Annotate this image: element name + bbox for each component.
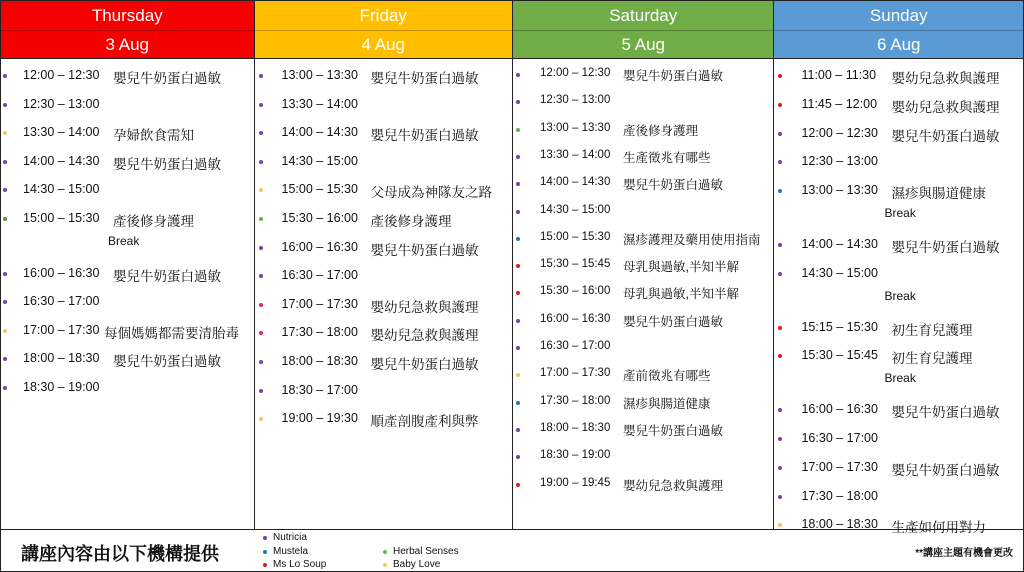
session-row bbox=[255, 66, 513, 86]
session-row bbox=[1, 66, 254, 86]
provider-dot bbox=[3, 74, 7, 78]
session-row bbox=[1, 180, 254, 200]
session-time: 13:30 – 14:00 bbox=[540, 148, 611, 161]
session-time: 14:00 – 14:30 bbox=[281, 125, 358, 140]
session-title: 嬰兒牛奶蛋白過敏 bbox=[370, 242, 479, 258]
day-name-header: Saturday bbox=[513, 1, 773, 30]
session-title: 產前徵兆有哪些 bbox=[623, 369, 711, 384]
session-time: 19:00 – 19:30 bbox=[281, 411, 358, 426]
session-row bbox=[513, 229, 773, 249]
session-time: 11:45 – 12:00 bbox=[801, 96, 878, 111]
session-row bbox=[513, 120, 773, 140]
provider-dot bbox=[259, 103, 263, 107]
provider-dot bbox=[516, 237, 520, 241]
provider-dot bbox=[259, 274, 263, 278]
provider-dot bbox=[778, 189, 782, 193]
session-time: 16:00 – 16:30 bbox=[801, 402, 878, 417]
date-header: 3 Aug bbox=[1, 30, 254, 59]
session-time: 12:00 – 12:30 bbox=[540, 67, 611, 79]
session-time: 18:00 – 18:30 bbox=[540, 421, 611, 434]
session-time: 13:30 – 14:00 bbox=[23, 125, 100, 140]
provider-dot bbox=[259, 160, 263, 164]
session-row bbox=[513, 256, 773, 276]
sponsor-item bbox=[273, 532, 307, 543]
session-title: 嬰兒牛奶蛋白過敏 bbox=[891, 405, 1000, 421]
session-title: 嬰兒牛奶蛋白過敏 bbox=[891, 128, 1000, 144]
break-label: Break bbox=[884, 206, 916, 220]
provider-dot bbox=[778, 354, 782, 358]
session-title: 母乳與過敏,半知半解 bbox=[623, 287, 739, 302]
day-column-saturday bbox=[513, 1, 774, 530]
provider-dot bbox=[778, 74, 782, 78]
sponsor-name: Ms Lo Soup bbox=[273, 559, 327, 570]
provider-dot bbox=[516, 373, 520, 377]
session-row bbox=[774, 400, 1023, 420]
session-time: 17:00 – 17:30 bbox=[801, 459, 878, 474]
session-title: 嬰兒牛奶蛋白過敏 bbox=[113, 156, 221, 172]
session-row bbox=[774, 181, 1023, 201]
break-row bbox=[1, 233, 254, 258]
session-title: 嬰兒牛奶蛋白過敏 bbox=[370, 128, 479, 144]
session-time: 16:30 – 17:00 bbox=[281, 268, 358, 283]
session-time: 11:00 – 11:30 bbox=[801, 68, 877, 82]
sponsor-name: Mustela bbox=[273, 546, 309, 557]
provider-dot bbox=[3, 217, 7, 221]
session-title: 順產剖腹產利與弊 bbox=[370, 414, 479, 430]
session-time: 13:00 – 13:30 bbox=[801, 183, 878, 198]
session-time: 15:30 – 16:00 bbox=[540, 285, 611, 298]
session-row bbox=[774, 429, 1023, 449]
session-row bbox=[255, 123, 513, 143]
session-row bbox=[1, 321, 254, 341]
session-row bbox=[1, 123, 254, 143]
session-time: 18:00 – 18:30 bbox=[801, 517, 878, 532]
session-row bbox=[774, 152, 1023, 172]
sponsor-item bbox=[393, 546, 459, 557]
provider-dot bbox=[778, 103, 782, 107]
session-title: 嬰幼兒急救與護理 bbox=[623, 478, 724, 493]
provider-dot bbox=[778, 326, 782, 330]
provider-dot bbox=[259, 131, 263, 135]
date-header: 5 Aug bbox=[513, 30, 773, 59]
provider-dot bbox=[259, 389, 263, 393]
provider-dot bbox=[3, 188, 7, 192]
session-time: 18:30 – 17:00 bbox=[281, 382, 358, 397]
session-row bbox=[774, 66, 1023, 86]
session-row bbox=[255, 152, 513, 172]
sponsors-heading: 講座內容由以下機構提供 bbox=[21, 544, 219, 564]
session-time: 14:00 – 14:30 bbox=[801, 237, 878, 251]
session-time: 19:00 – 19:45 bbox=[540, 476, 611, 489]
session-title: 濕疹護理及藥用使用指南 bbox=[623, 232, 761, 247]
provider-dot bbox=[516, 455, 520, 459]
session-row bbox=[513, 147, 773, 167]
provider-dot bbox=[516, 319, 520, 323]
day-name-header: Friday bbox=[255, 1, 513, 30]
provider-dot bbox=[516, 346, 520, 350]
provider-dot bbox=[259, 303, 263, 307]
session-time: 14:30 – 15:00 bbox=[801, 265, 878, 280]
provider-dot bbox=[3, 357, 7, 361]
session-time: 17:00 – 17:30 bbox=[540, 367, 611, 380]
session-row bbox=[513, 420, 773, 440]
session-row bbox=[513, 365, 773, 385]
session-time: 15:30 – 16:00 bbox=[281, 211, 358, 225]
provider-dot bbox=[778, 523, 782, 527]
provider-dot bbox=[516, 428, 520, 432]
session-row bbox=[1, 264, 254, 284]
provider-dot bbox=[3, 386, 7, 390]
break-row bbox=[774, 371, 1023, 395]
break-label: Break bbox=[884, 288, 916, 303]
session-time: 16:00 – 16:30 bbox=[281, 239, 358, 254]
provider-dot bbox=[259, 331, 263, 335]
session-row bbox=[255, 323, 513, 343]
session-time: 18:00 – 18:30 bbox=[281, 354, 358, 368]
session-row bbox=[774, 487, 1023, 507]
session-time: 13:00 – 13:30 bbox=[281, 68, 358, 82]
sponsor-color-dot bbox=[263, 550, 267, 554]
provider-dot bbox=[778, 272, 782, 276]
session-list bbox=[513, 59, 773, 529]
session-time: 17:00 – 17:30 bbox=[23, 322, 100, 337]
sponsor-name: Baby Love bbox=[393, 559, 441, 570]
session-row bbox=[1, 209, 254, 229]
break-row bbox=[774, 206, 1023, 230]
session-title: 生產徵兆有哪些 bbox=[623, 150, 711, 165]
day-column-friday bbox=[255, 1, 514, 530]
day-name-header: Sunday bbox=[774, 1, 1023, 30]
session-time: 18:30 – 19:00 bbox=[23, 380, 100, 394]
provider-dot bbox=[516, 128, 520, 132]
session-row bbox=[513, 283, 773, 303]
session-title: 生產如何用對力 bbox=[891, 520, 986, 536]
session-time: 14:30 – 15:00 bbox=[281, 153, 358, 168]
provider-dot bbox=[516, 73, 520, 77]
session-row bbox=[1, 292, 254, 312]
sponsor-color-dot bbox=[263, 563, 267, 567]
provider-dot bbox=[259, 188, 263, 192]
session-row bbox=[774, 264, 1023, 284]
session-title: 嬰兒牛奶蛋白過敏 bbox=[113, 71, 221, 86]
provider-dot bbox=[778, 132, 782, 136]
session-time: 16:00 – 16:30 bbox=[540, 312, 611, 325]
session-row bbox=[1, 349, 254, 369]
provider-dot bbox=[778, 495, 782, 499]
session-time: 12:30 – 13:00 bbox=[801, 154, 878, 169]
provider-dot bbox=[516, 401, 520, 405]
session-row bbox=[513, 338, 773, 358]
date-header: 4 Aug bbox=[255, 30, 513, 59]
sponsor-item bbox=[273, 559, 326, 570]
session-time: 13:00 – 13:30 bbox=[540, 121, 611, 134]
sponsor-color-dot bbox=[383, 550, 387, 554]
session-time: 12:30 – 13:00 bbox=[23, 96, 100, 111]
session-time: 16:00 – 16:30 bbox=[23, 265, 100, 280]
session-time: 17:30 – 18:00 bbox=[540, 394, 611, 407]
session-time: 14:30 – 15:00 bbox=[23, 182, 100, 197]
provider-dot bbox=[3, 160, 7, 164]
provider-dot bbox=[516, 483, 520, 487]
provider-dot bbox=[778, 243, 782, 247]
session-row bbox=[513, 447, 773, 467]
session-row bbox=[1, 95, 254, 115]
session-title: 嬰幼兒急救與護理 bbox=[370, 299, 479, 315]
session-list bbox=[255, 59, 513, 529]
provider-dot bbox=[778, 160, 782, 164]
session-row bbox=[255, 180, 513, 200]
footer bbox=[0, 529, 1024, 572]
provider-dot bbox=[259, 217, 263, 221]
session-row bbox=[774, 318, 1023, 338]
session-time: 16:30 – 17:00 bbox=[540, 340, 611, 352]
provider-dot bbox=[3, 103, 7, 107]
provider-dot bbox=[516, 291, 520, 295]
provider-dot bbox=[778, 437, 782, 441]
session-time: 18:30 – 19:00 bbox=[540, 449, 611, 462]
provider-dot bbox=[3, 272, 7, 276]
session-time: 13:30 – 14:00 bbox=[281, 96, 358, 111]
session-title: 嬰兒牛奶蛋白過敏 bbox=[370, 71, 479, 86]
session-title: 濕疹與腸道健康 bbox=[891, 186, 986, 202]
session-time: 16:30 – 17:00 bbox=[23, 294, 100, 309]
provider-dot bbox=[778, 466, 782, 470]
provider-dot bbox=[259, 417, 263, 421]
session-row bbox=[255, 409, 513, 429]
sponsor-item bbox=[393, 559, 440, 570]
provider-dot bbox=[516, 210, 520, 214]
session-row bbox=[513, 65, 773, 85]
session-title: 每個媽媽都需要清胎毒 bbox=[104, 325, 239, 341]
provider-dot bbox=[778, 408, 782, 412]
session-time: 15:15 – 15:30 bbox=[801, 319, 878, 334]
session-row bbox=[255, 295, 513, 315]
session-list bbox=[1, 59, 254, 529]
provider-dot bbox=[259, 74, 263, 78]
session-time: 15:00 – 15:30 bbox=[540, 230, 611, 243]
date-header: 6 Aug bbox=[774, 30, 1023, 59]
session-title: 嬰兒牛奶蛋白過敏 bbox=[623, 178, 724, 193]
session-title: 嬰兒牛奶蛋白過敏 bbox=[891, 462, 1000, 478]
session-title: 濕疹與腸道健康 bbox=[623, 396, 711, 411]
session-row bbox=[513, 202, 773, 222]
session-time: 15:00 – 15:30 bbox=[281, 182, 358, 197]
session-row bbox=[255, 238, 513, 258]
session-row bbox=[513, 393, 773, 413]
provider-dot bbox=[259, 246, 263, 250]
sponsor-color-dot bbox=[383, 563, 387, 567]
session-row bbox=[1, 152, 254, 172]
session-title: 產後修身護理 bbox=[113, 214, 194, 229]
session-title: 嬰幼兒急救與護理 bbox=[370, 328, 479, 344]
provider-dot bbox=[516, 264, 520, 268]
provider-dot bbox=[3, 329, 7, 333]
session-title: 嬰幼兒急救與護理 bbox=[891, 71, 1000, 86]
session-row bbox=[513, 311, 773, 331]
session-row bbox=[774, 235, 1023, 255]
session-title: 嬰兒牛奶蛋白過敏 bbox=[113, 354, 221, 370]
session-list bbox=[774, 59, 1023, 536]
provider-dot bbox=[516, 182, 520, 186]
session-title: 產後修身護理 bbox=[623, 123, 699, 138]
provider-dot bbox=[516, 100, 520, 104]
session-time: 12:00 – 12:30 bbox=[23, 68, 100, 82]
provider-dot bbox=[3, 131, 7, 135]
break-row bbox=[774, 288, 1023, 313]
session-row bbox=[513, 174, 773, 194]
session-time: 14:30 – 15:00 bbox=[540, 203, 611, 216]
provider-dot bbox=[516, 155, 520, 159]
session-title: 嬰兒牛奶蛋白過敏 bbox=[623, 423, 724, 438]
session-time: 12:30 – 13:00 bbox=[540, 94, 611, 107]
disclaimer-note: **講座主題有機會更改 bbox=[915, 548, 1013, 559]
session-title: 嬰兒牛奶蛋白過敏 bbox=[370, 357, 479, 372]
session-time: 18:00 – 18:30 bbox=[23, 351, 100, 366]
session-title: 嬰兒牛奶蛋白過敏 bbox=[891, 240, 1000, 255]
provider-dot bbox=[3, 300, 7, 304]
sponsor-item bbox=[273, 546, 308, 557]
session-time: 14:00 – 14:30 bbox=[23, 153, 100, 168]
session-title: 父母成為神隊友之路 bbox=[370, 185, 492, 201]
session-title: 母乳與過敏,半知半解 bbox=[623, 260, 739, 275]
day-column-sunday bbox=[774, 1, 1023, 536]
session-row bbox=[255, 95, 513, 115]
session-row bbox=[255, 209, 513, 229]
session-time: 15:30 – 15:45 bbox=[801, 348, 878, 363]
session-title: 嬰幼兒急救與護理 bbox=[891, 99, 1000, 115]
session-time: 17:30 – 18:00 bbox=[281, 325, 358, 340]
session-time: 15:30 – 15:45 bbox=[540, 258, 611, 271]
session-row bbox=[774, 124, 1023, 144]
sponsor-name: Nutricia bbox=[273, 532, 307, 543]
session-time: 14:00 – 14:30 bbox=[540, 176, 611, 189]
session-row bbox=[255, 352, 513, 372]
session-row bbox=[255, 266, 513, 286]
session-time: 15:00 – 15:30 bbox=[23, 211, 100, 225]
sponsor-color-dot bbox=[263, 536, 267, 540]
session-row bbox=[1, 378, 254, 398]
session-row bbox=[774, 458, 1023, 478]
sponsor-name: Herbal Senses bbox=[393, 546, 459, 557]
break-label: Break bbox=[108, 233, 140, 248]
session-title: 孕婦飲食需知 bbox=[113, 128, 194, 144]
session-row bbox=[255, 381, 513, 401]
session-row bbox=[513, 92, 773, 112]
session-title: 初生育兒護理 bbox=[891, 322, 973, 338]
session-row bbox=[513, 475, 773, 495]
session-title: 嬰兒牛奶蛋白過敏 bbox=[623, 69, 724, 83]
session-time: 17:30 – 18:00 bbox=[801, 488, 878, 503]
session-title: 嬰兒牛奶蛋白過敏 bbox=[623, 314, 724, 329]
session-title: 嬰兒牛奶蛋白過敏 bbox=[113, 268, 221, 284]
break-label: Break bbox=[884, 371, 916, 386]
session-time: 16:30 – 17:00 bbox=[801, 431, 878, 445]
provider-dot bbox=[259, 360, 263, 364]
session-time: 12:00 – 12:30 bbox=[801, 125, 878, 140]
session-row bbox=[774, 346, 1023, 366]
session-title: 產後修身護理 bbox=[370, 214, 452, 229]
day-name-header: Thursday bbox=[1, 1, 254, 30]
session-time: 17:00 – 17:30 bbox=[281, 296, 358, 311]
day-column-thursday bbox=[1, 1, 255, 530]
session-title: 初生育兒護理 bbox=[891, 351, 973, 367]
session-row bbox=[774, 95, 1023, 115]
